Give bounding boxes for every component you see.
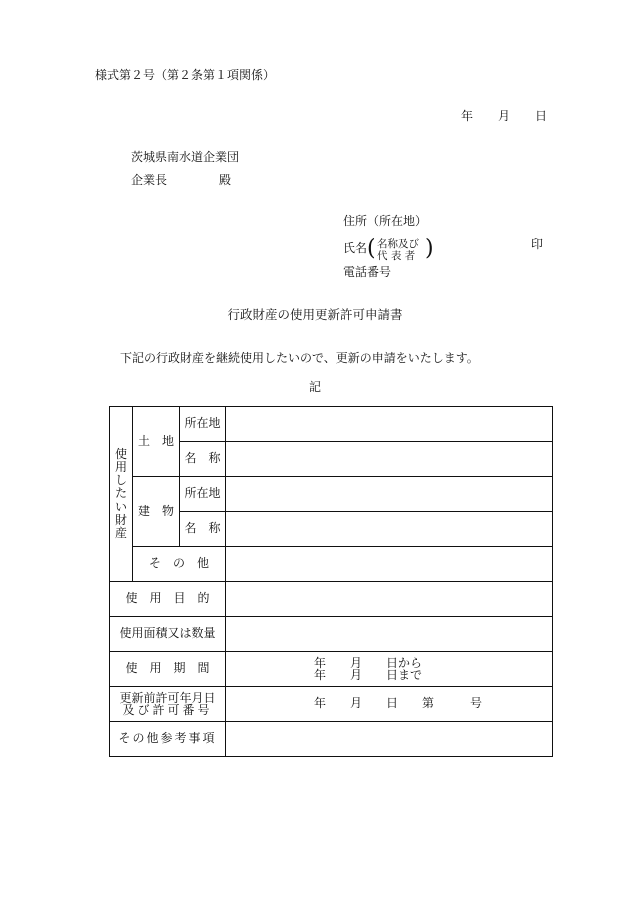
prev-permit-label-line1: 更新前許可年月日 — [119, 691, 216, 705]
period-field[interactable] — [226, 652, 553, 687]
addressee-title-text: 企業長 — [131, 173, 168, 187]
land-location-label: 所在地 — [180, 407, 226, 442]
land-label: 土 地 — [133, 407, 180, 477]
period-to: 年 月 日まで — [314, 668, 423, 682]
addressee-organization: 茨城県南水道企業団 — [131, 150, 240, 164]
form-number: 様式第２号（第２条第１項関係） — [95, 68, 276, 82]
applicant-name-note-line1: 名称及び — [377, 238, 419, 250]
prev-permit-label-line2: 及び許可番号 — [122, 703, 213, 717]
close-bracket: ) — [425, 236, 434, 261]
date-line — [461, 110, 547, 122]
period-label: 使 用 期 間 — [110, 652, 226, 687]
applicant-name-note — [367, 236, 434, 262]
addressee-title — [131, 174, 231, 186]
purpose-field[interactable] — [226, 582, 553, 617]
other-label: そ の 他 — [133, 547, 226, 582]
building-name-label: 名 称 — [180, 512, 226, 547]
land-location-field[interactable] — [226, 407, 553, 442]
land-name-field[interactable] — [226, 442, 553, 477]
applicant-name-note-line2: 代 表 者 — [377, 250, 416, 262]
document-title: 行政財産の使用更新許可申請書 — [227, 307, 403, 322]
land-name-label: 名 称 — [180, 442, 226, 477]
intro-text: 下記の行政財産を継続使用したいので、更新の申請をいたします。 — [120, 351, 479, 365]
prev-permit-value: 年 月 日 第 号 — [314, 696, 483, 711]
applicant-address-label: 住所（所在地） — [343, 214, 428, 228]
building-location-label: 所在地 — [180, 477, 226, 512]
ki-mark: 記 — [308, 380, 321, 394]
addressee-honorific: 殿 — [219, 173, 232, 187]
date-month: 月 — [498, 109, 511, 123]
date-year: 年 — [461, 109, 474, 123]
area-label: 使用面積又は数量 — [110, 617, 226, 652]
building-label: 建 物 — [133, 477, 180, 547]
area-field[interactable] — [226, 617, 553, 652]
purpose-label: 使 用 目 的 — [110, 582, 226, 617]
period-from: 年 月 日から — [314, 656, 423, 670]
application-form-table — [109, 406, 553, 757]
notes-label: その他参考事項 — [110, 722, 226, 757]
other-field[interactable] — [226, 547, 553, 582]
date-day: 日 — [535, 109, 548, 123]
open-bracket: ( — [367, 236, 376, 261]
building-location-field[interactable] — [226, 477, 553, 512]
seal-mark: 印 — [531, 237, 544, 251]
applicant-phone-label: 電話番号 — [343, 265, 392, 279]
prev-permit-field[interactable] — [226, 687, 553, 722]
notes-field[interactable] — [226, 722, 553, 757]
prev-permit-label — [110, 687, 226, 722]
property-group-label: 使用したい財産 — [110, 407, 133, 582]
applicant-name-label: 氏名 — [343, 241, 368, 255]
building-name-field[interactable] — [226, 512, 553, 547]
